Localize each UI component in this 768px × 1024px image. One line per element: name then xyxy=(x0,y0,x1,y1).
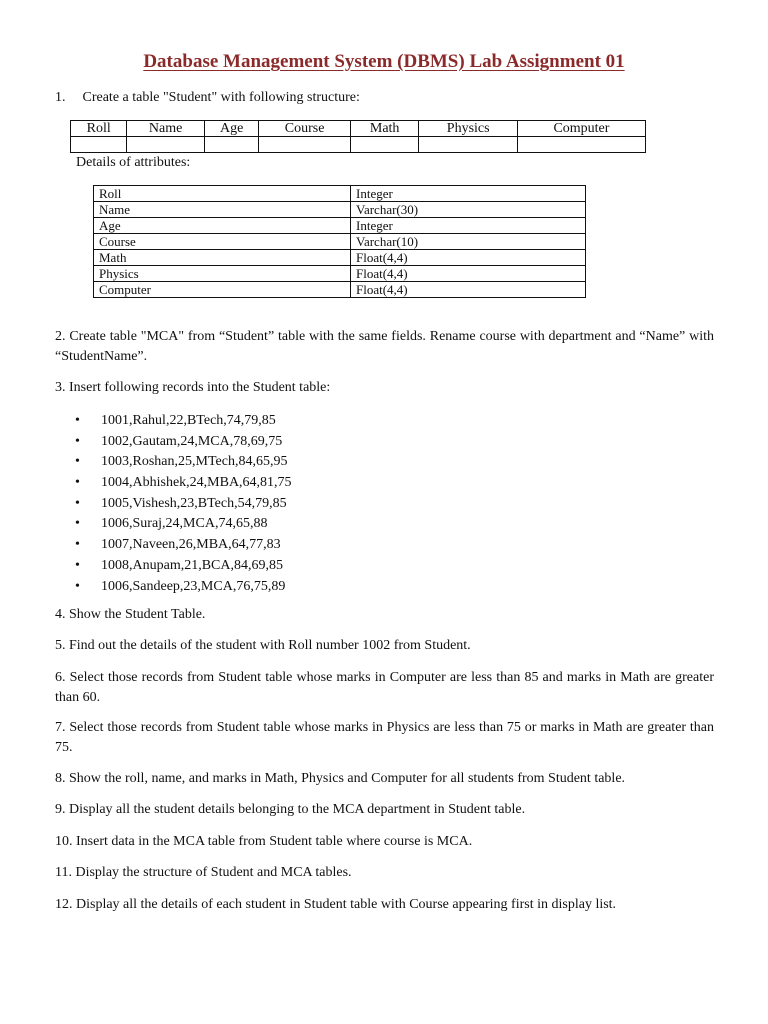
attribute-type: Varchar(30) xyxy=(351,202,586,218)
table-row xyxy=(94,250,586,266)
table-row xyxy=(94,266,586,282)
list-item: • 1004,Abhishek,24,MBA,64,81,75 xyxy=(55,473,292,494)
attribute-type: Float(4,4) xyxy=(351,282,586,298)
structure-header-row xyxy=(71,121,646,137)
table-row xyxy=(94,282,586,298)
attribute-name: Age xyxy=(94,218,351,234)
page-title: Database Management System (DBMS) Lab Assignment 01 xyxy=(143,51,625,72)
list-item: • 1008,Anupam,21,BCA,84,69,85 xyxy=(55,556,292,577)
attribute-name: Physics xyxy=(94,266,351,282)
question-1-text: Create a table "Student" with following structure: xyxy=(82,90,360,105)
question-4: 4. Show the Student Table. xyxy=(55,607,206,622)
structure-empty-cell xyxy=(419,137,517,153)
question-1-number: 1. xyxy=(55,90,66,105)
attribute-type: Integer xyxy=(351,186,586,202)
question-7: 7. Select those records from Student table whose marks in Physics are less than 75 or marks in Math are greater than 75. xyxy=(55,720,714,755)
structure-header-cell: Physics xyxy=(419,121,517,137)
structure-header-cell: Age xyxy=(204,121,259,137)
list-item: • 1003,Roshan,25,MTech,84,65,95 xyxy=(55,452,292,473)
question-2: 2. Create table "MCA" from “Student” table with the same fields. Rename course with department and “Name” with “StudentName”. xyxy=(55,329,714,364)
student-structure-table xyxy=(70,120,646,153)
question-11: 11. Display the structure of Student and MCA tables. xyxy=(55,865,352,880)
structure-header-cell: Name xyxy=(127,121,204,137)
attribute-name: Name xyxy=(94,202,351,218)
list-item: • 1005,Vishesh,23,BTech,54,79,85 xyxy=(55,494,292,515)
attribute-type: Integer xyxy=(351,218,586,234)
table-row xyxy=(94,234,586,250)
list-item: • 1006,Suraj,24,MCA,74,65,88 xyxy=(55,514,292,535)
attributes-table xyxy=(93,185,586,298)
question-5: 5. Find out the details of the student with Roll number 1002 from Student. xyxy=(55,638,471,653)
table-row xyxy=(94,186,586,202)
list-item: • 1001,Rahul,22,BTech,74,79,85 xyxy=(55,411,292,432)
structure-empty-cell xyxy=(71,137,127,153)
records-list xyxy=(55,411,292,597)
list-item: • 1002,Gautam,24,MCA,78,69,75 xyxy=(55,432,292,453)
structure-empty-row xyxy=(71,137,646,153)
attribute-name: Roll xyxy=(94,186,351,202)
details-label: Details of attributes: xyxy=(76,155,191,170)
structure-empty-cell xyxy=(350,137,419,153)
structure-header-cell: Roll xyxy=(71,121,127,137)
list-item: • 1006,Sandeep,23,MCA,76,75,89 xyxy=(55,577,292,598)
attribute-name: Computer xyxy=(94,282,351,298)
attribute-name: Course xyxy=(94,234,351,250)
question-1 xyxy=(55,88,360,108)
structure-empty-cell xyxy=(127,137,204,153)
attribute-type: Varchar(10) xyxy=(351,234,586,250)
attribute-type: Float(4,4) xyxy=(351,250,586,266)
list-item: • 1007,Naveen,26,MBA,64,77,83 xyxy=(55,535,292,556)
structure-empty-cell xyxy=(517,137,645,153)
attribute-type: Float(4,4) xyxy=(351,266,586,282)
structure-header-cell: Course xyxy=(259,121,350,137)
question-3: 3. Insert following records into the Student table: xyxy=(55,380,331,395)
structure-header-cell: Computer xyxy=(517,121,645,137)
question-6: 6. Select those records from Student table whose marks in Computer are less than 85 and marks in Math are greater than 60. xyxy=(55,670,714,705)
structure-empty-cell xyxy=(259,137,350,153)
table-row xyxy=(94,218,586,234)
structure-empty-cell xyxy=(204,137,259,153)
table-row xyxy=(94,202,586,218)
attribute-name: Math xyxy=(94,250,351,266)
structure-header-cell: Math xyxy=(350,121,419,137)
question-12: 12. Display all the details of each student in Student table with Course appearing first in display list. xyxy=(55,897,617,912)
question-8: 8. Show the roll, name, and marks in Math, Physics and Computer for all students from Student table. xyxy=(55,771,626,786)
question-9: 9. Display all the student details belonging to the MCA department in Student table. xyxy=(55,802,526,817)
question-10: 10. Insert data in the MCA table from Student table where course is MCA. xyxy=(55,834,473,849)
